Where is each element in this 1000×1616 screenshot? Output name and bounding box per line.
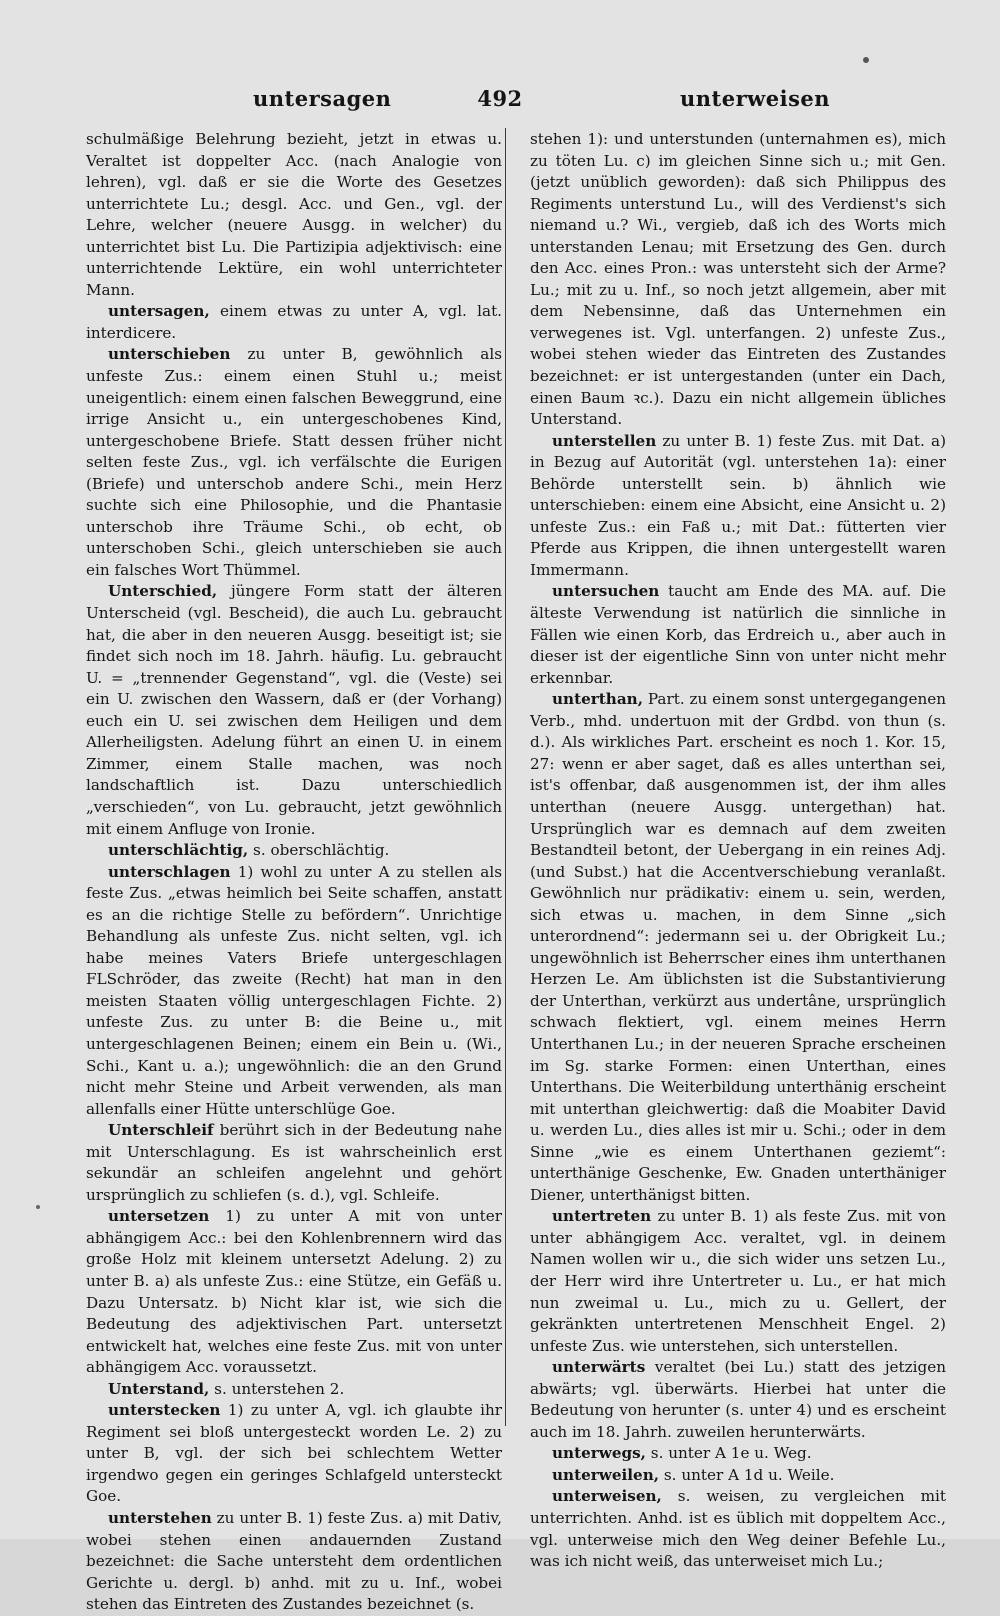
entry-headword: untersuchen (552, 582, 660, 601)
entry-text: 1) wohl zu unter A zu stellen als feste Zus. „etwas heimlich bei Seite schaffen, anstatt es an die richtige Stelle zu befördern“. Unrichtige Behandlung als unfeste Zus. nicht selten, vgl. ich habe meines Vaters Briefe untergeschlagen FLSchröder, das zweite (Recht) hat man in den meisten Staaten völlig untergeschlagen Fichte. 2) unfeste Zus. zu unter B: die Beine u., mit untergeschlagenen Beinen; einem ein Bein u. (Wi., Schi., Kant u. a.); ungewöhnlich: die an den Grund nicht mehr Steine und Arbeit verwenden, als man allenfalls einer Hütte unterschlüge Goe. (86, 862, 502, 1118)
dictionary-entry (530, 1443, 946, 1465)
entry-headword: untersagen, (108, 302, 210, 321)
entry-headword: unterwärts (552, 1358, 646, 1377)
dictionary-entry (530, 1486, 946, 1572)
entry-text: s. unter A 1d u. Weile. (659, 1465, 835, 1484)
entry-text: 1) zu unter A mit von unter abhängigem Acc.: bei den Kohlenbrennern wird das große Holz mit kleinem untersetzt Adelung. 2) zu unter B. a) als unfeste Zus.: eine Stütze, ein Gefäß u. Dazu Untersatz. b) Nicht klar ist, wie sich die Bedeutung des adjektivischen Part. untersetzt entwickelt hat, welches eine feste Zus. mit von unter abhängigem Acc. voraussetzt. (86, 1207, 502, 1377)
dictionary-entry (86, 1120, 502, 1206)
entry-text: jüngere Form statt der älteren Unterscheid (vgl. Bescheid), die auch Lu. gebraucht hat, die aber in den neueren Ausgg. beseitigt ist; sie findet sich noch im 18. Jahrh. häufig. Lu. gebraucht U. = „trennender Gegenstand“, vgl. die (Veste) sei ein U. zwischen den Wassern, daß er (der Vorhang) euch ein U. sei zwischen dem Heiligen und dem Allerheiligsten. Adelung führt an einen U. in einem Zimmer, einem Stalle machen, was noch landschaftlich ist. Dazu unterschiedlich „verschieden“, von Lu. gebraucht, jetzt gewöhnlich mit einem Anfluge von Ironie. (86, 582, 502, 838)
ink-spot (863, 57, 869, 63)
dictionary-entry (86, 862, 502, 1121)
entry-headword: unterthan, (552, 690, 643, 709)
entry-text: taucht am Ende des MA. auf. Die älteste Verwendung ist natürlich die sinnliche in Fällen wie einen Korb, das Erdreich u., aber auch in dieser ist der eigentliche Sinn von unter nicht mehr erkennbar. (530, 582, 946, 687)
dictionary-entry (530, 1357, 946, 1443)
entry-headword: unterweilen, (552, 1465, 660, 1484)
entry-text: stehen 1): und unterstunden (unternahmen es), mich zu töten Lu. c) im gleichen Sinne sich u.; mit Gen. (jetzt unüblich geworden): daß sich Philippus des Regiments unterstund Lu., will des Verdienst's sich niemand u.? Wi., vergieb, daß ich des Worts mich unterstanden Lenau; mit Ersetzung des Gen. durch den Acc. eines Pron.: was untersteht sich der Arme? Lu.; mit zu u. Inf., so noch jetzt allgemein, aber mit dem Nebensinne, daß das Unternehmen ein verwegenes ist. Vgl. unterfangen. 2) unfeste Zus., wobei stehen wieder das Eintreten des Zustandes bezeichnet: er ist untergestanden (unter ein Dach, einen Baum ꝛc.). Dazu ein nicht allgemein übliches Unterstand. (530, 130, 946, 429)
entry-headword: unterschlächtig, (108, 841, 249, 860)
entry-text: s. oberschlächtig. (248, 841, 390, 860)
entry-headword: Unterschied, (108, 582, 218, 601)
dictionary-entry (530, 1465, 946, 1487)
entry-text: berührt sich in der Bedeutung nahe mit Unterschlagung. Es ist wahrscheinlich erst sekundär an schleifen angelehnt und gehört ursprünglich zu schliefen (s. d.), vgl. Schleife. (86, 1121, 502, 1204)
running-header (0, 86, 1000, 126)
dictionary-entry (86, 1206, 502, 1378)
entry-text: zu unter B, gewöhnlich als unfeste Zus.: einem einen Stuhl u.; meist uneigentlich: einem einen falschen Beweggrund, eine irrige Ansicht u., ein untergeschobenes Kind, untergeschobene Briefe. Statt dessen früher nicht selten feste Zus., vgl. ich verfälschte die Eurigen (Briefe) und unterschob andere Schi., mein Herz suchte sich eine Philosophie, und die Phantasie unterschob ihre Träume Schi., ob echt, ob unterschoben Schi., gleich unterschieben sie auch ein falsches Wort Thümmel. (86, 345, 502, 579)
dictionary-entry (86, 581, 502, 840)
dictionary-entry (86, 301, 502, 344)
entry-headword: Unterschleif (108, 1121, 214, 1140)
entry-headword: unterschlagen (108, 862, 231, 881)
header-right-guideword: unterweisen (680, 86, 831, 111)
entry-text: Part. zu einem sonst untergegangenen Verb., mhd. undertuon mit der Grdbd. von thun (s. d.). Als wirkliches Part. erscheint es noch 1. Kor. 15, 27: wenn er aber saget, daß es alles unterthan sei, ist's offenbar, daß ausgenommen ist, der ihm alles unterthan (neuere Ausgg. untergethan) hat. Ursprünglich war es demnach auf dem zweiten Bestandteil betont, der Uebergang in ein reines Adj. (und Subst.) hat die Accentverschiebung veranlaßt. Gewöhnlich nur prädikativ: einem u. sein, werden, sich etwas u. machen, in dem Sinne „sich unterordnend“: jedermann sei u. der Obrigkeit Lu.; ungewöhnlich ist Beherrscher eines ihm unterthanen Herzen Le. Am üblichsten ist die Substantivierung der Unterthan, verkürzt aus undertâne, ursprünglich schwach flektiert, vgl. einem meines Herrn Unterthanen Lu.; in der neueren Sprache erscheinen im Sg. starke Formen: einen Unterthan, eines Unterthans. Die Weiterbildung unterthänig erscheint mit unterthan gleichwertig: daß die Moabiter David u. werden Lu., dies alles ist mir u. Schi.; oder in dem Sinne „wie es einem Unterthanen geziemt“: unterthänige Geschenke, Ew. Gnaden unterthäniger Diener, unterthänigst bitten. (530, 690, 946, 1204)
entry-text: zu unter B. 1) feste Zus. mit Dat. a) in Bezug auf Autorität (vgl. unterstehen 1a): einer Behörde unterstellt sein. b) ähnlich wie unterschieben: einem eine Absicht, eine Ansicht u. 2) unfeste Zus.: ein Faß u.; mit Dat.: fütterten vier Pferde aus Krippen, die ihnen untergestellt waren Immermann. (530, 431, 946, 579)
column-divider (505, 128, 506, 1426)
ink-spot (36, 1205, 40, 1209)
entry-headword: unterstellen (552, 431, 657, 450)
entry-text: 1) zu unter A, vgl. ich glaubte ihr Regiment sei bloß untergesteckt worden Le. 2) zu unter B, vgl. der sich bei schlechtem Wetter irgendwo gegen ein geringes Schlafgeld untersteckt Goe. (86, 1401, 502, 1506)
entry-text: einem etwas zu unter A, vgl. lat. interdicere. (86, 302, 502, 342)
entry-text: s. weisen, zu vergleichen mit unterrichten. Anhd. ist es üblich mit doppeltem Acc., vgl. unterweise mich den Weg deiner Befehle Lu., was ich nicht weiß, das unterweiset mich Lu.; (530, 1487, 946, 1571)
entry-headword: unterstehen (108, 1509, 212, 1527)
dictionary-entry (86, 129, 502, 301)
dictionary-entry (530, 129, 946, 431)
dictionary-entry (530, 689, 946, 1206)
right-column (530, 129, 946, 1571)
dictionary-entry (86, 344, 502, 581)
entry-headword: unterweisen, (552, 1487, 662, 1506)
dictionary-entry (530, 1206, 946, 1357)
entry-headword: untertreten (552, 1207, 652, 1226)
entry-text: zu unter B. 1) feste Zus. a) mit Dativ, wobei stehen einen andauernden Zustand bezeichnet: die Sache untersteht dem ordentlichen Gerichte u. dergl. b) anhd. mit zu u. Inf., wobei stehen das Eintreten des Zustandes bezeichnet (s. (86, 1509, 502, 1614)
entry-headword: Unterstand, (108, 1379, 210, 1398)
entry-text: s. unterstehen 2. (209, 1379, 345, 1398)
entry-text: schulmäßige Belehrung bezieht, jetzt in etwas u. Veraltet ist doppelter Acc. (nach Analogie von lehren), vgl. daß er sie die Worte des Gesetzes unterrichtete Lu.; desgl. Acc. und Gen., vgl. der Lehre, welcher (neuere Ausgg. in welcher) du unterrichtet bist Lu. Die Partizipia adjektivisch: eine unterrichtende Lektüre, ein wohl unterrichteter Mann. (86, 130, 502, 299)
dictionary-entry (530, 581, 946, 689)
dictionary-entry (530, 431, 946, 582)
entry-text: zu unter B. 1) als feste Zus. mit von unter abhängigem Acc. veraltet, vgl. in deinem Namen wollen wir u., die sich wider uns setzen Lu., der Herr wird ihre Untertreter u. Lu., er hat mich nun zweimal u. Lu., mich zu u. Gellert, der gekränkten untertretenen Menschheit Engel. 2) unfeste Zus. wie unterstehen, sich unterstellen. (530, 1207, 946, 1355)
dictionary-entry (86, 1400, 502, 1508)
entry-headword: unterwegs, (552, 1444, 646, 1463)
entry-headword: unterschieben (108, 345, 231, 364)
dictionary-entry (86, 1379, 502, 1401)
header-left-guideword: untersagen (253, 86, 392, 111)
entry-text: s. unter A 1e u. Weg. (645, 1444, 812, 1463)
dictionary-entry (86, 1508, 502, 1616)
dictionary-entry (86, 840, 502, 862)
entry-headword: unterstecken (108, 1401, 221, 1420)
left-column (86, 129, 502, 1614)
entry-text: veraltet (bei Lu.) statt des jetzigen abwärts; vgl. überwärts. Hierbei hat unter die Bedeutung von herunter (s. unter 4) und es erscheint auch im 18. Jahrh. zuweilen herunterwärts. (530, 1358, 946, 1441)
entry-headword: untersetzen (108, 1207, 210, 1226)
page-number: 492 (477, 86, 523, 111)
